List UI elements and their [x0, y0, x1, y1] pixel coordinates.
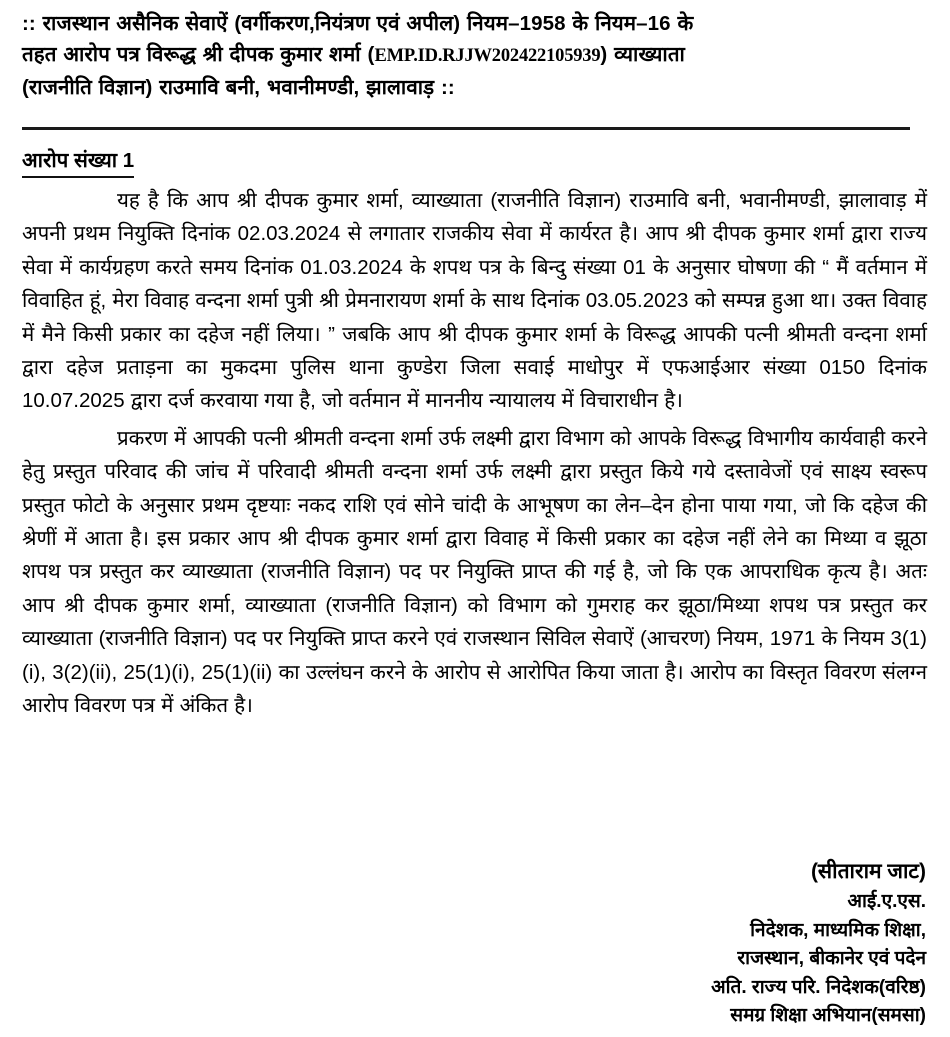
charge-paragraph-1: यह है कि आप श्री दीपक कुमार शर्मा, व्याख्याता (राजनीति विज्ञान) राउमावि बनी, भवानीमण्डी, झालावाड़ में अपनी प्रथम नियुक्ति दिनांक 02.03.2024 से लगातार राजकीय सेवा में कार्यरत है। आप श्री दीपक कुमार शर्मा द्वारा राज्य सेवा में कार्यग्रहण करते समय दिनांक 01.03.2024 के शपथ पत्र के बिन्दु संख्या 01 के अनुसार घोषणा की “ मैं वर्तमान में विवाहित हूं, मेरा विवाह वन्दना शर्मा पुत्री श्री प्रेमनारायण शर्मा के साथ दिनांक 03.05.2023 को सम्पन्न हुआ था। उक्त विवाह में मैने किसी प्रकार का दहेज नहीं लिया। ” जबकि आप श्री दीपक कुमार शर्मा के विरूद्ध आपकी पत्नी श्रीमती वन्दना शर्मा द्वारा दहेज प्रताड़ना का मुकदमा पुलिस थाना कुण्डेरा जिला सवाई माधोपुर में एफआईआर संख्या 0150 दिनांक 10.07.2025 द्वारा दर्ज करवाया गया है, जो वर्तमान में माननीय न्यायालय में विचाराधीन है। — [22, 189, 927, 413]
section-heading-charge-number: आरोप संख्या 1 — [22, 148, 134, 178]
charge-paragraph-2: प्रकरण में आपकी पत्नी श्रीमती वन्दना शर्मा उर्फ लक्ष्मी द्वारा विभाग को आपके विरूद्ध विभागीय कार्यवाही करने हेतु प्रस्तुत परिवाद की जांच में परिवादी श्रीमती वन्दना शर्मा उर्फ लक्ष्मी द्वारा प्रस्तुत किये गये दस्तावेजों एवं साक्ष्य स्वरूप प्रस्तुत फोटो के अनुसार प्रथम दृष्टयाः नकद राशि एवं सोने चांदी के आभूषण का लेन–देन होना पाया गया, जो कि दहेज की श्रेणीं में आता है। इस प्रकार आप श्री दीपक कुमार शर्मा द्वारा विवाह में किसी प्रकार का दहेज नहीं लेने का मिथ्या व झूठा शपथ पत्र प्रस्तुत कर व्याख्याता (राजनीति विज्ञान) पद पर नियुक्ति प्राप्त की गई है, जो कि एक आपराधिक कृत्य है। अतः आप श्री दीपक कुमार शर्मा, व्याख्याता (राजनीति विज्ञान) को विभाग को गुमराह कर झूठा/मिथ्या शपथ पत्र प्रस्तुत कर व्याख्याता (राजनीति विज्ञान) पद पर नियुक्ति प्राप्त करने एवं राजस्थान सिविल सेवाऐं (आचरण) नियम, 1971 के नियम 3(1)(i), 3(2)(ii), 25(1)(i), 25(1)(ii) का उल्लंघन करने के आरोप से आरोपित किया जाता है। आरोप का विस्तृत विवरण संलग्न आरोप विवरण पत्र में अंकित है। — [22, 426, 927, 718]
header-line-1: :: राजस्थान असैनिक सेवाऐं (वर्गीकरण,नियंत्रण एवं अपील) नियम–1958 के नियम–16 के — [22, 12, 694, 35]
header-line-2-suffix: ) व्याख्याता — [600, 43, 685, 66]
horizontal-divider-rule — [22, 127, 910, 130]
signatory-name: (सीताराम जाट) — [810, 860, 926, 883]
signature-block — [711, 856, 926, 1031]
signatory-designation-line-2: निदेशक, माध्यमिक शिक्षा, — [750, 919, 926, 941]
signatory-designation-line-4: अति. राज्य परि. निदेशक(वरिष्ठ) — [711, 976, 926, 998]
employee-id: EMP.ID.RJJW202422105939 — [374, 46, 601, 66]
header-line-2-prefix: तहत आरोप पत्र विरूद्ध श्री दीपक कुमार शर्मा ( — [22, 43, 375, 66]
signatory-designation-line-1: आई.ए.एस. — [847, 891, 926, 912]
header-line-2 — [22, 39, 927, 72]
signatory-designation-line-5: समग्र शिक्षा अभियान(समसा) — [730, 1005, 926, 1026]
document-header — [22, 8, 927, 103]
signatory-designation-line-3: राजस्थान, बीकानेर एवं पदेन — [737, 948, 926, 969]
document-body — [22, 184, 927, 725]
header-line-3: (राजनीति विज्ञान) राउमावि बनी, भवानीमण्डी, झालावाड़ :: — [22, 76, 455, 99]
